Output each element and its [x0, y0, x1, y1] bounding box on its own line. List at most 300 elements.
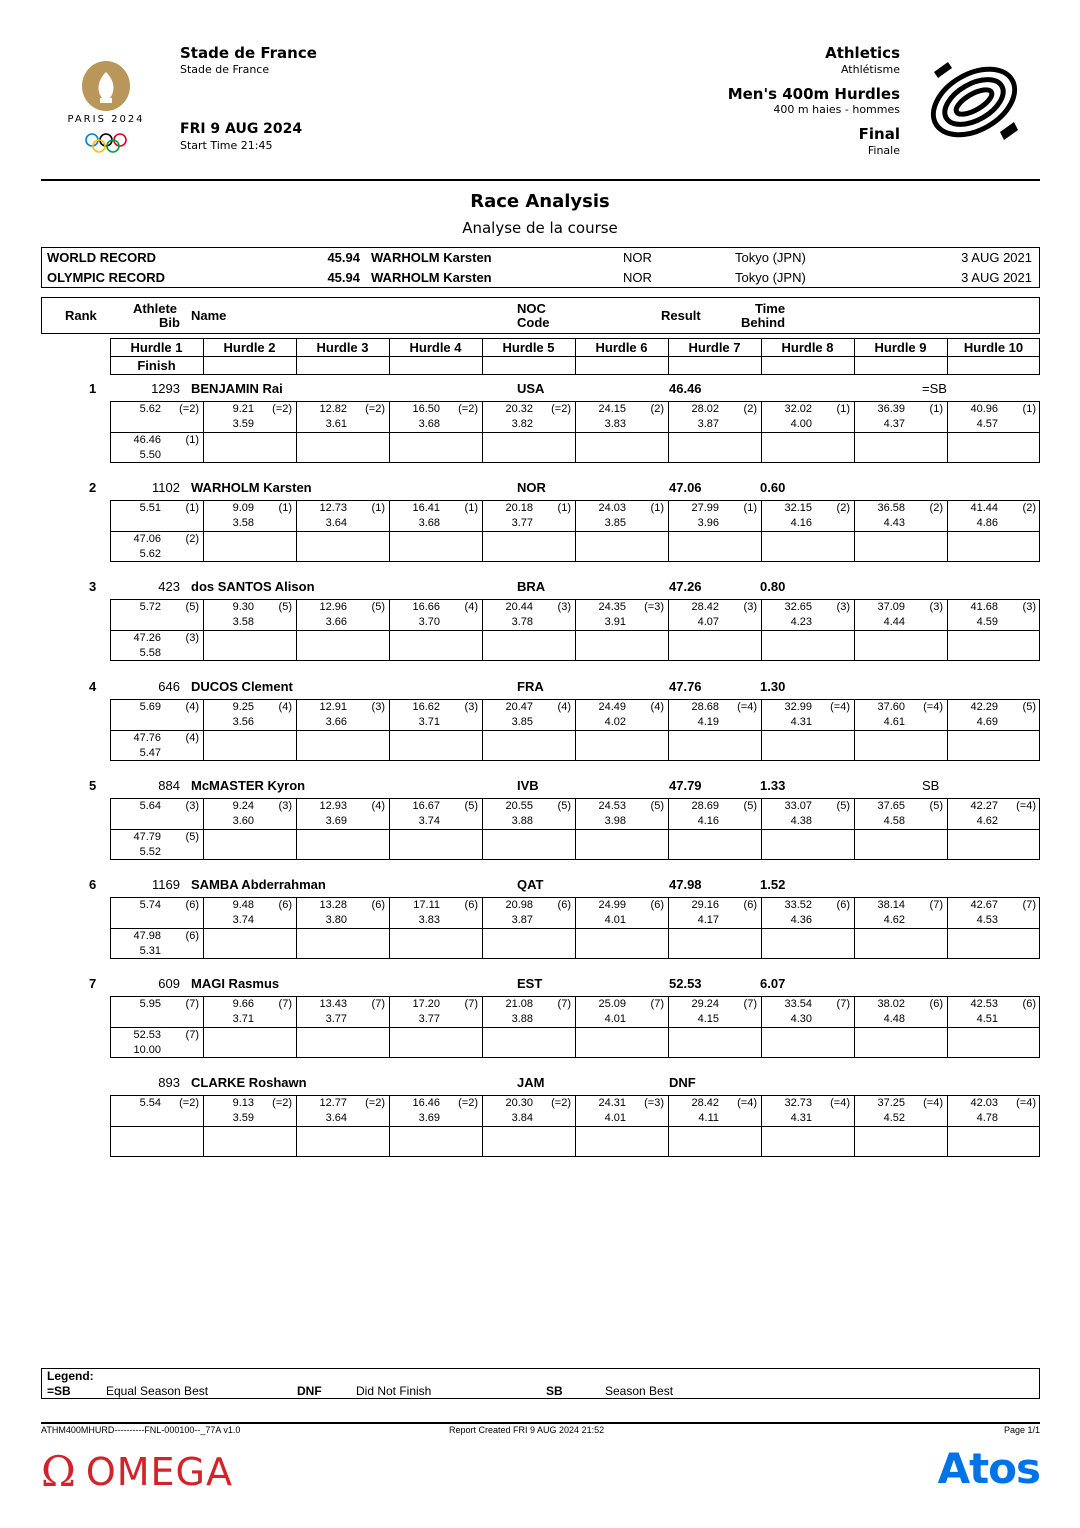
athlete-bib: 1102 — [152, 480, 180, 495]
paris-2024-text: PARIS 2024 — [67, 114, 145, 125]
split-time: 12.96 — [319, 601, 347, 613]
record-label: OLYMPIC RECORD — [47, 270, 165, 285]
split-time: 20.44 — [505, 601, 533, 613]
athlete-time-behind: 6.07 — [760, 976, 786, 991]
record-noc: NOR — [623, 250, 652, 265]
split-interval: 4.01 — [604, 1013, 626, 1025]
finish-rank: (6) — [185, 930, 199, 942]
split-rank: (5) — [464, 800, 478, 812]
split-interval: 4.78 — [976, 1112, 998, 1124]
split-interval: 3.68 — [418, 418, 440, 430]
split-rank: (7) — [836, 998, 850, 1010]
record-place: Tokyo (JPN) — [735, 270, 806, 285]
athlete-time-behind: 1.52 — [760, 877, 786, 892]
split-time: 42.03 — [970, 1097, 998, 1109]
hurdle-header-10: Hurdle 10 — [963, 340, 1024, 355]
split-time: 32.65 — [784, 601, 812, 613]
finish-last-interval: 5.31 — [139, 945, 161, 957]
hurdle-header-9: Hurdle 9 — [874, 340, 927, 355]
split-rank: (1) — [743, 502, 757, 514]
split-rank: (7) — [185, 998, 199, 1010]
split-interval: 4.38 — [790, 815, 812, 827]
record-date: 3 AUG 2021 — [961, 270, 1032, 285]
split-rank: (4) — [464, 601, 478, 613]
split-interval: 3.66 — [325, 616, 347, 628]
split-rank: (6) — [557, 899, 571, 911]
athlete-result: 47.98 — [669, 877, 702, 892]
split-interval: 3.59 — [232, 1112, 254, 1124]
split-interval: 4.53 — [976, 914, 998, 926]
split-time: 20.98 — [505, 899, 533, 911]
split-rank: (1) — [371, 502, 385, 514]
split-time: 24.53 — [598, 800, 626, 812]
split-time: 13.43 — [319, 998, 347, 1010]
split-time: 20.32 — [505, 403, 533, 415]
split-time: 24.31 — [598, 1097, 626, 1109]
split-time: 41.44 — [970, 502, 998, 514]
split-time: 28.68 — [691, 701, 719, 713]
split-rank: (1) — [278, 502, 292, 514]
split-interval: 3.80 — [325, 914, 347, 926]
split-interval: 3.64 — [325, 517, 347, 529]
finish-time: 47.98 — [133, 930, 161, 942]
split-rank: (=4) — [737, 1097, 757, 1109]
split-rank: (2) — [743, 403, 757, 415]
athlete-bib: 893 — [158, 1075, 180, 1090]
split-rank: (1) — [836, 403, 850, 415]
legend-desc-esb: Equal Season Best — [106, 1384, 209, 1398]
noc-header: NOC — [517, 301, 546, 316]
split-rank: (3) — [1022, 601, 1036, 613]
split-time: 9.48 — [232, 899, 254, 911]
split-time: 28.69 — [691, 800, 719, 812]
split-rank: (=3) — [644, 1097, 664, 1109]
split-time: 28.02 — [691, 403, 719, 415]
finish-time: 47.76 — [133, 732, 161, 744]
split-time: 42.53 — [970, 998, 998, 1010]
split-interval: 4.62 — [883, 914, 905, 926]
finish-last-interval: 10.00 — [133, 1044, 161, 1056]
split-interval: 3.77 — [418, 1013, 440, 1025]
split-time: 38.14 — [877, 899, 905, 911]
split-interval: 4.51 — [976, 1013, 998, 1025]
split-time: 32.99 — [784, 701, 812, 713]
split-time: 12.82 — [319, 403, 347, 415]
split-rank: (=2) — [365, 403, 385, 415]
split-rank: (3) — [464, 701, 478, 713]
split-interval: 3.98 — [604, 815, 626, 827]
split-interval: 3.69 — [418, 1112, 440, 1124]
legend-code-sb: SB — [546, 1384, 563, 1398]
split-interval: 4.57 — [976, 418, 998, 430]
split-interval: 3.83 — [418, 914, 440, 926]
split-interval: 4.07 — [697, 616, 719, 628]
finish-rank: (4) — [185, 732, 199, 744]
split-rank: (5) — [557, 800, 571, 812]
split-time: 9.30 — [232, 601, 254, 613]
athlete-time-behind: 0.80 — [760, 579, 786, 594]
split-rank: (6) — [371, 899, 385, 911]
split-interval: 3.77 — [511, 517, 533, 529]
athlete-name: WARHOLM Karsten — [191, 480, 312, 495]
split-interval: 3.88 — [511, 815, 533, 827]
behind-header: Behind — [740, 315, 786, 330]
finish-time: 52.53 — [133, 1029, 161, 1041]
athlete-name: dos SANTOS Alison — [191, 579, 315, 594]
name-header: Name — [191, 308, 227, 323]
split-interval: 4.44 — [883, 616, 905, 628]
athlete-rank: 7 — [89, 976, 97, 991]
athlete-rank: 4 — [89, 679, 97, 694]
code-header: Code — [517, 315, 550, 330]
split-interval: 4.62 — [976, 815, 998, 827]
split-time: 32.02 — [784, 403, 812, 415]
record-name: WARHOLM Karsten — [371, 250, 492, 265]
split-interval: 4.86 — [976, 517, 998, 529]
page-number: Page 1/1 — [1003, 1425, 1040, 1435]
split-interval: 3.91 — [604, 616, 626, 628]
finish-rank: (3) — [185, 632, 199, 644]
split-time: 12.91 — [319, 701, 347, 713]
split-interval: 4.16 — [790, 517, 812, 529]
split-interval: 4.11 — [698, 1112, 719, 1124]
split-rank: (=2) — [272, 1097, 292, 1109]
split-time: 12.73 — [319, 502, 347, 514]
split-time: 5.51 — [139, 502, 161, 514]
split-rank: (=2) — [179, 403, 199, 415]
athlete-result: 46.46 — [669, 381, 702, 396]
split-time: 37.65 — [877, 800, 905, 812]
split-interval: 4.15 — [697, 1013, 719, 1025]
split-interval: 4.69 — [976, 716, 998, 728]
split-interval: 4.36 — [790, 914, 812, 926]
split-interval: 3.61 — [325, 418, 347, 430]
split-rank: (5) — [650, 800, 664, 812]
page-subtitle: Analyse de la course — [462, 219, 618, 237]
athlete-header: Athlete — [132, 301, 178, 316]
split-interval: 3.74 — [232, 914, 254, 926]
split-time: 42.27 — [970, 800, 998, 812]
split-time: 5.95 — [139, 998, 161, 1010]
split-rank: (4) — [650, 701, 664, 713]
split-time: 5.64 — [139, 800, 161, 812]
split-interval: 3.70 — [418, 616, 440, 628]
split-rank: (1) — [929, 403, 943, 415]
athlete-noc: NOR — [517, 480, 546, 495]
page-title: Race Analysis — [470, 191, 610, 212]
split-rank: (5) — [836, 800, 850, 812]
split-interval: 4.01 — [604, 1112, 626, 1124]
hurdle-header-4: Hurdle 4 — [409, 340, 462, 355]
athlete-time-behind: 1.30 — [760, 679, 786, 694]
split-rank: (7) — [650, 998, 664, 1010]
split-time: 36.39 — [877, 403, 905, 415]
split-time: 16.46 — [412, 1097, 440, 1109]
sport: Athletics — [825, 44, 900, 62]
split-rank: (6) — [929, 998, 943, 1010]
split-interval: 3.71 — [418, 716, 440, 728]
finish-last-interval: 5.62 — [139, 548, 161, 560]
omega-logo — [41, 1447, 233, 1496]
split-time: 36.58 — [877, 502, 905, 514]
split-rank: (2) — [650, 403, 664, 415]
split-interval: 4.58 — [883, 815, 905, 827]
split-rank: (4) — [185, 701, 199, 713]
split-time: 27.99 — [691, 502, 719, 514]
split-rank: (3) — [278, 800, 292, 812]
split-rank: (7) — [743, 998, 757, 1010]
hurdle-header-3: Hurdle 3 — [316, 340, 369, 355]
event-name: Men's 400m Hurdles — [727, 85, 900, 103]
time-header: Time — [754, 301, 786, 316]
split-interval: 4.23 — [790, 616, 812, 628]
split-rank: (3) — [836, 601, 850, 613]
athlete-noc: FRA — [517, 679, 544, 694]
athlete-name: DUCOS Clement — [191, 679, 293, 694]
split-interval: 3.77 — [325, 1013, 347, 1025]
split-rank: (1) — [185, 502, 199, 514]
athlete-name: BENJAMIN Rai — [191, 381, 283, 396]
split-rank: (=4) — [923, 701, 943, 713]
split-rank: (3) — [185, 800, 199, 812]
split-time: 32.15 — [784, 502, 812, 514]
split-interval: 3.58 — [232, 616, 254, 628]
hurdle-header-1: Hurdle 1 — [130, 340, 183, 355]
split-interval: 3.87 — [511, 914, 533, 926]
split-interval: 4.52 — [883, 1112, 905, 1124]
split-rank: (=3) — [644, 601, 664, 613]
record-label: WORLD RECORD — [47, 250, 157, 265]
split-interval: 4.19 — [697, 716, 719, 728]
split-time: 42.67 — [970, 899, 998, 911]
split-interval: 4.59 — [976, 616, 998, 628]
split-time: 24.03 — [598, 502, 626, 514]
split-time: 12.93 — [319, 800, 347, 812]
split-time: 16.62 — [412, 701, 440, 713]
split-rank: (1) — [557, 502, 571, 514]
split-time: 17.20 — [412, 998, 440, 1010]
paris-flame-icon — [62, 58, 150, 154]
athlete-bib: 1169 — [152, 877, 180, 892]
split-interval: 4.16 — [697, 815, 719, 827]
split-interval: 3.64 — [325, 1112, 347, 1124]
split-rank: (6) — [278, 899, 292, 911]
athlete-bib: 884 — [158, 778, 180, 793]
split-interval: 3.88 — [511, 1013, 533, 1025]
athlete-bib: 423 — [158, 579, 180, 594]
split-interval: 4.31 — [790, 1112, 812, 1124]
split-rank: (7) — [464, 998, 478, 1010]
split-rank: (7) — [371, 998, 385, 1010]
split-time: 24.49 — [598, 701, 626, 713]
header-rule — [41, 179, 1040, 181]
athlete-name: CLARKE Roshawn — [191, 1075, 307, 1090]
split-rank: (=2) — [551, 403, 571, 415]
split-time: 20.47 — [505, 701, 533, 713]
athlete-result: 47.26 — [669, 579, 702, 594]
footer-rule — [41, 1422, 1040, 1424]
athlete-time-behind: 1.33 — [760, 778, 786, 793]
record-name: WARHOLM Karsten — [371, 270, 492, 285]
split-rank: (5) — [371, 601, 385, 613]
split-time: 28.42 — [691, 601, 719, 613]
split-rank: (1) — [1022, 403, 1036, 415]
athlete-noc: IVB — [517, 778, 539, 793]
split-interval: 3.85 — [511, 716, 533, 728]
split-interval: 3.78 — [511, 616, 533, 628]
split-rank: (7) — [929, 899, 943, 911]
athlete-result: 47.06 — [669, 480, 702, 495]
split-time: 5.62 — [139, 403, 161, 415]
finish-time: 46.46 — [133, 434, 161, 446]
hurdle-header-7: Hurdle 7 — [688, 340, 741, 355]
omega-wordmark: OMEGA — [85, 1450, 233, 1494]
athlete-noc: USA — [517, 381, 545, 396]
athlete-noc: EST — [517, 976, 543, 991]
finish-rank: (2) — [185, 533, 199, 545]
split-time: 9.66 — [232, 998, 254, 1010]
split-time: 24.15 — [598, 403, 626, 415]
venue-sub: Stade de France — [180, 63, 270, 76]
split-rank: (5) — [278, 601, 292, 613]
finish-time: 47.06 — [133, 533, 161, 545]
report-created: Report Created FRI 9 AUG 2024 21:52 — [449, 1425, 605, 1435]
split-time: 17.11 — [413, 899, 440, 911]
athlete-bib: 609 — [158, 976, 180, 991]
result-header: Result — [661, 308, 701, 323]
split-rank: (=4) — [830, 701, 850, 713]
athlete-result: DNF — [669, 1075, 696, 1090]
split-interval: 4.48 — [883, 1013, 905, 1025]
omega-symbol-icon: Ω — [41, 1447, 76, 1496]
split-time: 9.25 — [232, 701, 254, 713]
athlete-result: 52.53 — [669, 976, 702, 991]
athlete-rank: 1 — [89, 381, 97, 396]
split-rank: (=2) — [458, 1097, 478, 1109]
split-time: 20.18 — [505, 502, 533, 514]
split-time: 37.09 — [877, 601, 905, 613]
record-time: 45.94 — [327, 270, 360, 285]
finish-last-interval: 5.58 — [139, 647, 161, 659]
split-time: 24.99 — [598, 899, 626, 911]
athlete-record-note: SB — [922, 778, 940, 793]
phase-sub: Finale — [867, 144, 900, 157]
split-time: 42.29 — [970, 701, 998, 713]
record-time: 45.94 — [327, 250, 360, 265]
finish-last-interval: 5.47 — [139, 747, 161, 759]
athlete-noc: QAT — [517, 877, 544, 892]
split-time: 16.50 — [412, 403, 440, 415]
document-code: ATHM400MHURD----------FNL-000100--_77A v1.0 — [41, 1425, 241, 1435]
legend-desc-dnf: Did Not Finish — [356, 1384, 432, 1398]
athlete-rank: 3 — [89, 579, 97, 594]
split-interval: 3.96 — [697, 517, 719, 529]
split-rank: (=4) — [830, 1097, 850, 1109]
split-time: 20.55 — [505, 800, 533, 812]
split-interval: 3.58 — [232, 517, 254, 529]
split-interval: 3.84 — [511, 1112, 533, 1124]
legend-desc-sb: Season Best — [605, 1384, 674, 1398]
records-box — [41, 247, 1040, 288]
event-date: FRI 9 AUG 2024 — [180, 121, 303, 137]
athlete-rank: 6 — [89, 877, 97, 892]
split-rank: (7) — [278, 998, 292, 1010]
split-rank: (1) — [464, 502, 478, 514]
hurdle-header-5: Hurdle 5 — [502, 340, 555, 355]
athlete-result: 47.76 — [669, 679, 702, 694]
split-interval: 3.68 — [418, 517, 440, 529]
split-rank: (3) — [929, 601, 943, 613]
split-time: 33.54 — [784, 998, 812, 1010]
start-time: Start Time 21:45 — [180, 139, 273, 152]
finish-rank: (1) — [185, 434, 199, 446]
split-interval: 3.71 — [232, 1013, 254, 1025]
record-noc: NOR — [623, 270, 652, 285]
split-time: 13.28 — [319, 899, 347, 911]
split-time: 29.16 — [691, 899, 719, 911]
split-rank: (=4) — [737, 701, 757, 713]
legend-code-dnf: DNF — [297, 1384, 322, 1398]
split-interval: 4.30 — [790, 1013, 812, 1025]
split-rank: (6) — [836, 899, 850, 911]
split-rank: (5) — [1022, 701, 1036, 713]
finish-header: Finish — [137, 358, 176, 373]
split-rank: (7) — [557, 998, 571, 1010]
bib-header: Bib — [159, 315, 180, 330]
split-time: 16.41 — [412, 502, 440, 514]
split-time: 33.07 — [784, 800, 812, 812]
split-time: 9.13 — [232, 1097, 254, 1109]
split-rank: (3) — [557, 601, 571, 613]
split-rank: (5) — [185, 601, 199, 613]
split-time: 9.21 — [232, 403, 254, 415]
split-rank: (3) — [371, 701, 385, 713]
finish-last-interval: 5.52 — [139, 846, 161, 858]
athlete-record-note: =SB — [922, 381, 947, 396]
event-name-sub: 400 m haies - hommes — [773, 103, 900, 116]
split-rank: (1) — [650, 502, 664, 514]
split-rank: (2) — [929, 502, 943, 514]
split-rank: (6) — [464, 899, 478, 911]
athlete-rank: 2 — [89, 480, 97, 495]
split-rank: (=2) — [365, 1097, 385, 1109]
athlete-noc: JAM — [517, 1075, 545, 1090]
split-interval: 4.00 — [790, 418, 812, 430]
split-interval: 3.87 — [697, 418, 719, 430]
split-rank: (5) — [929, 800, 943, 812]
athlete-result: 47.79 — [669, 778, 702, 793]
split-time: 38.02 — [877, 998, 905, 1010]
split-time: 5.54 — [139, 1097, 161, 1109]
split-time: 21.08 — [505, 998, 533, 1010]
split-interval: 4.61 — [883, 716, 905, 728]
paris-2024-logo — [62, 58, 150, 154]
split-rank: (=4) — [1016, 1097, 1036, 1109]
split-rank: (2) — [1022, 502, 1036, 514]
split-interval: 4.17 — [697, 914, 719, 926]
athlete-bib: 1293 — [151, 381, 180, 396]
split-rank: (6) — [650, 899, 664, 911]
split-interval: 3.82 — [511, 418, 533, 430]
sport-sub: Athlétisme — [840, 63, 900, 76]
hurdle-header-2: Hurdle 2 — [223, 340, 276, 355]
split-time: 5.72 — [139, 601, 161, 613]
split-time: 12.77 — [319, 1097, 347, 1109]
athlete-bib: 646 — [158, 679, 180, 694]
split-rank: (=2) — [272, 403, 292, 415]
split-interval: 3.83 — [604, 418, 626, 430]
split-interval: 4.31 — [790, 716, 812, 728]
